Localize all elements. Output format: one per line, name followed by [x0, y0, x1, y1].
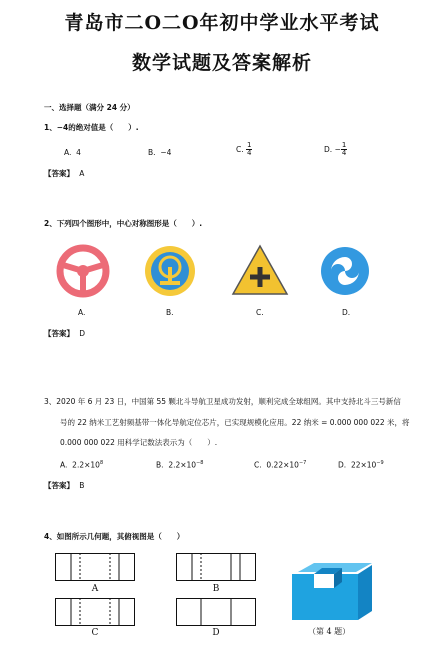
q3-line2: 号的 22 纳米工艺射频基带一体化导航定位芯片，已实现规模化应用。22 纳米 = 0.000 000 022 米，将: [60, 418, 410, 427]
q4-view-b: [176, 553, 256, 581]
q2-label-b: B.: [166, 308, 174, 317]
q4-label-c: C: [91, 628, 99, 638]
q4-stem: 4、如图所示几何题，其俯视图是（ ）: [44, 532, 185, 541]
q4-caption: （第 4 题）: [308, 627, 351, 636]
railway-logo-figure: [142, 243, 198, 299]
page-subtitle: 数学试题及答案解析: [131, 52, 312, 74]
q4-label-d: D: [212, 628, 220, 638]
q1-stem: 1、−4的绝对值是（ ）.: [44, 123, 139, 132]
q3-option-b: B. $2.2\times 10^{-8}$: [156, 460, 204, 470]
page-title: 青岛市二O二O年初中学业水平考试: [64, 12, 380, 34]
q3-option-a: A. $2.2\times 10^8$: [60, 460, 104, 470]
q2-label-a: A.: [78, 308, 86, 317]
q4-view-d: [176, 598, 256, 626]
q3-option-c: C. $0.22\times 10^{-7}$: [254, 460, 307, 470]
q4-view-a: [55, 553, 135, 581]
warning-triangle-figure: [230, 243, 290, 299]
q1-option-c: C. $\frac{1}{4}$: [236, 141, 252, 157]
q1-option-b: B. −4: [148, 148, 172, 157]
q3-line1: 3、2020 年 6 月 23 日，中国第 55 颗北斗导航卫星成功发射，顺利完成全球组网。其中支持北斗三号新信: [44, 397, 401, 406]
q4-label-b: B: [212, 584, 220, 594]
steering-wheel-figure: [55, 243, 111, 299]
q3-line3: 0.000 000 022 用科学记数法表示为（ ）.: [60, 438, 218, 447]
q2-label-d: D.: [342, 308, 351, 317]
q2-answer: 【答案】 D: [44, 329, 86, 338]
swirl-logo-figure: [318, 244, 372, 298]
q3-answer: 【答案】 B: [44, 481, 85, 490]
q3-option-d: D. $22\times 10^{-9}$: [338, 460, 384, 470]
q4-solid-figure: [288, 560, 374, 622]
section-heading: 一、选择题（满分 24 分）: [44, 103, 135, 112]
q4-view-c: [55, 598, 135, 626]
q4-label-a: A: [91, 584, 99, 594]
q1-option-a: A. 4: [64, 148, 81, 157]
q2-stem: 2、下列四个图形中，中心对称图形是（ ）.: [44, 219, 203, 228]
q1-answer: 【答案】 A: [44, 169, 85, 178]
q1-option-d: D. − $\frac{1}{4}$: [324, 141, 347, 157]
q2-label-c: C.: [256, 308, 264, 317]
